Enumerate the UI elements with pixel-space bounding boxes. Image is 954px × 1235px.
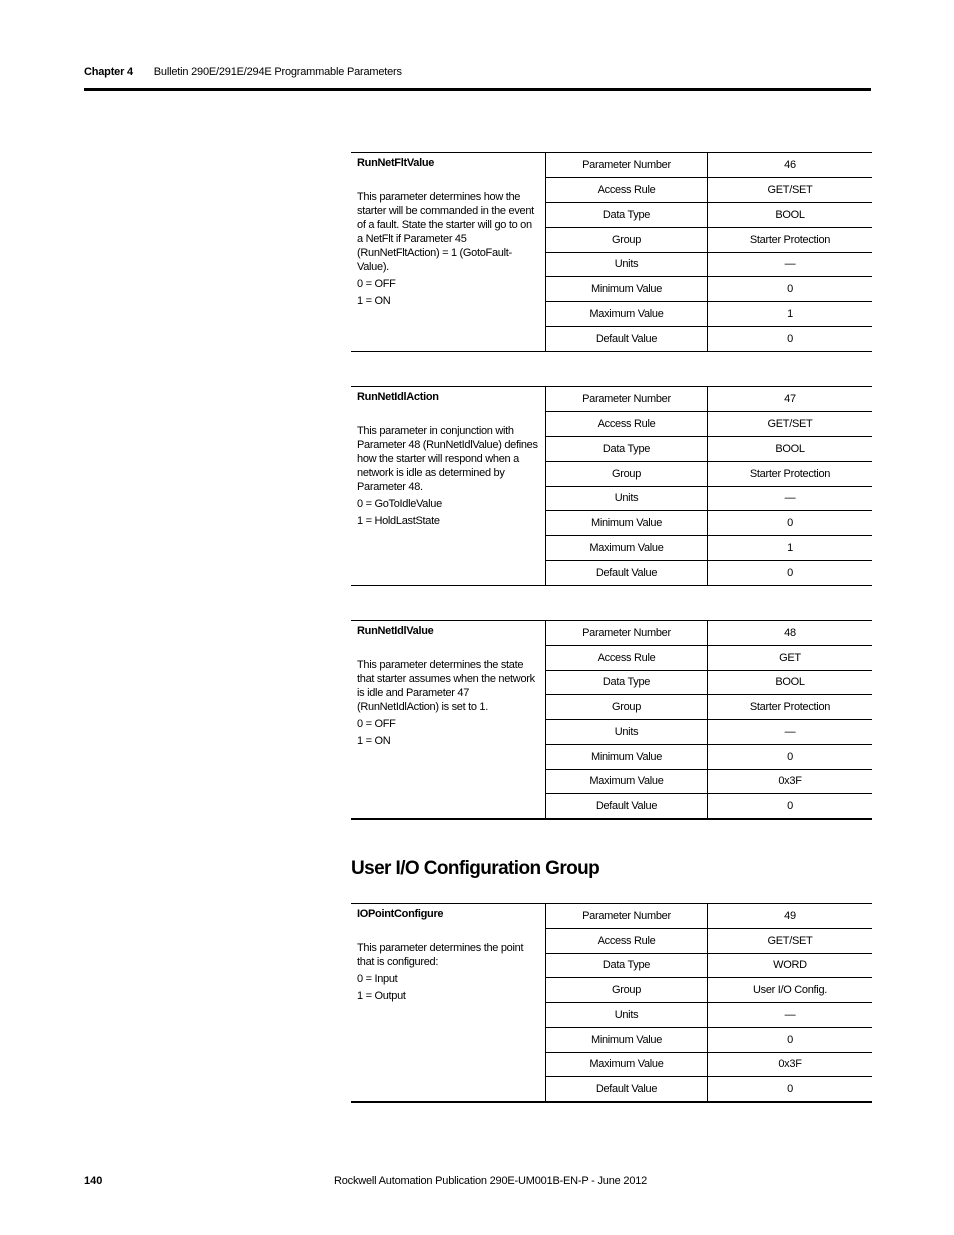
param-description: This parameter determines the state that starter assumes when the network is idle and Parameter 47 (RunNetIdlAction) is set to 1. [357, 659, 535, 713]
table-row [546, 646, 872, 671]
table-row [546, 794, 872, 818]
attr-value: Starter Protection [749, 701, 831, 714]
param-option: 1 = HoldLastState [357, 515, 440, 527]
table-row [546, 462, 872, 487]
attr-label: Maximum Value [546, 302, 708, 326]
table-row [546, 1028, 872, 1053]
attr-value: 0 [787, 333, 793, 346]
param-option: 0 = OFF [357, 278, 396, 290]
table-row [546, 511, 872, 536]
param-attributes [546, 621, 872, 818]
attr-value: BOOL [775, 208, 805, 221]
table-row [546, 277, 872, 302]
attr-label: Units [546, 1003, 708, 1027]
table-row [546, 387, 872, 412]
param-table-runnetfltvalue [351, 152, 872, 352]
attr-label: Access Rule [546, 412, 708, 436]
attr-value: 0 [787, 1083, 793, 1096]
attr-value: 0 [787, 517, 793, 530]
param-attributes [546, 904, 872, 1101]
section-title: User I/O Configuration Group [351, 858, 600, 879]
chapter-title: Bulletin 290E/291E/294E Programmable Parameters [153, 66, 402, 78]
attr-label: Parameter Number [546, 904, 708, 928]
table-row [546, 437, 872, 462]
attr-label: Maximum Value [546, 770, 708, 794]
attr-label: Default Value [546, 794, 708, 818]
table-row [546, 1003, 872, 1028]
table-row [546, 203, 872, 228]
attr-label: Minimum Value [546, 745, 708, 769]
table-row [546, 327, 872, 351]
param-description-cell [351, 153, 546, 351]
attr-value: 48 [784, 626, 796, 639]
publication-footer: Rockwell Automation Publication 290E-UM001B-EN-P - June 2012 [334, 1175, 648, 1187]
param-attributes [546, 153, 872, 351]
table-row [546, 929, 872, 954]
param-name: RunNetIdlValue [357, 625, 434, 637]
table-row [546, 770, 872, 795]
attr-value: — [784, 725, 796, 738]
attr-value: WORD [773, 959, 807, 972]
attr-value: — [784, 258, 796, 271]
attr-label: Access Rule [546, 929, 708, 953]
attr-label: Units [546, 487, 708, 511]
attr-value: 0x3F [778, 1058, 802, 1071]
header-rule [84, 88, 871, 91]
attr-value: 47 [784, 392, 796, 405]
param-attributes [546, 387, 872, 585]
attr-value: BOOL [775, 442, 805, 455]
attr-label: Minimum Value [546, 277, 708, 301]
attr-value: GET/SET [767, 417, 813, 430]
table-row [546, 228, 872, 253]
attr-label: Parameter Number [546, 153, 708, 177]
table-row [546, 561, 872, 585]
attr-label: Maximum Value [546, 536, 708, 560]
table-row [546, 536, 872, 561]
attr-label: Data Type [546, 203, 708, 227]
table-row [546, 621, 872, 646]
attr-label: Units [546, 720, 708, 744]
param-option: 1 = Output [357, 990, 406, 1002]
table-row [546, 1077, 872, 1101]
attr-label: Default Value [546, 561, 708, 585]
attr-label: Parameter Number [546, 387, 708, 411]
table-row [546, 904, 872, 929]
param-option: 1 = ON [357, 295, 391, 307]
attr-value: BOOL [775, 676, 805, 689]
attr-label: Group [546, 695, 708, 719]
attr-value: Starter Protection [749, 233, 831, 246]
attr-label: Data Type [546, 954, 708, 978]
param-name: RunNetIdlAction [357, 391, 439, 403]
table-row [546, 954, 872, 979]
table-row [546, 487, 872, 512]
attr-label: Access Rule [546, 178, 708, 202]
attr-value: Starter Protection [749, 467, 831, 480]
table-row [546, 978, 872, 1003]
attr-value: — [784, 1008, 796, 1021]
chapter-label: Chapter 4 [84, 66, 133, 78]
table-row [546, 671, 872, 696]
attr-label: Default Value [546, 1077, 708, 1101]
param-description-cell [351, 904, 546, 1101]
table-row [546, 153, 872, 178]
attr-value: 0 [787, 800, 793, 813]
param-option: 1 = ON [357, 735, 391, 747]
param-table-runnetidlvalue [351, 620, 872, 820]
table-row [546, 412, 872, 437]
param-option: 0 = Input [357, 973, 398, 985]
attr-value: GET/SET [767, 934, 813, 947]
attr-value: 0 [787, 283, 793, 296]
table-row [546, 302, 872, 327]
attr-value: 49 [784, 909, 796, 922]
attr-value: 1 [787, 542, 793, 555]
param-name: IOPointConfigure [357, 908, 444, 920]
attr-label: Default Value [546, 327, 708, 351]
attr-value: 0 [787, 750, 793, 763]
attr-label: Data Type [546, 437, 708, 461]
attr-label: Group [546, 228, 708, 252]
page-number: 140 [84, 1175, 103, 1187]
param-description: This parameter in conjunction with Parameter 48 (RunNetIdlValue) defines how the starter will respond when a network is idle as determined by Parameter 48. [357, 425, 538, 493]
param-description: This parameter determines the point that is configured: [357, 942, 524, 968]
attr-label: Parameter Number [546, 621, 708, 645]
attr-label: Minimum Value [546, 1028, 708, 1052]
running-header [84, 66, 402, 78]
param-name: RunNetFltValue [357, 157, 435, 169]
attr-value: GET/SET [767, 183, 813, 196]
table-row [546, 695, 872, 720]
param-option: 0 = GoToIdleValue [357, 498, 442, 510]
attr-label: Group [546, 462, 708, 486]
param-description-cell [351, 387, 546, 585]
param-option: 0 = OFF [357, 718, 396, 730]
table-row [546, 178, 872, 203]
param-description: This parameter determines how the starter will be commanded in the event of a fault. State the starter will go to on a NetFlt if Parameter 45 (RunNetFltAction) = 1 (GotoFault-Value). [357, 191, 534, 273]
table-row [546, 745, 872, 770]
attr-label: Units [546, 253, 708, 277]
param-description-cell [351, 621, 546, 818]
attr-value: 46 [784, 158, 796, 171]
param-table-iopointconfigure [351, 903, 872, 1103]
table-row [546, 253, 872, 278]
attr-value: 0 [787, 567, 793, 580]
table-row [546, 1053, 872, 1078]
attr-label: Maximum Value [546, 1053, 708, 1077]
attr-label: Data Type [546, 671, 708, 695]
attr-value: 1 [787, 308, 793, 321]
attr-value: — [784, 492, 796, 505]
attr-label: Group [546, 978, 708, 1002]
attr-value: 0x3F [778, 775, 802, 788]
table-row [546, 720, 872, 745]
param-table-runnetidlaction [351, 386, 872, 586]
attr-label: Minimum Value [546, 511, 708, 535]
attr-value: 0 [787, 1033, 793, 1046]
attr-label: Access Rule [546, 646, 708, 670]
attr-value: User I/O Config. [752, 984, 828, 997]
attr-value: GET [779, 651, 801, 664]
